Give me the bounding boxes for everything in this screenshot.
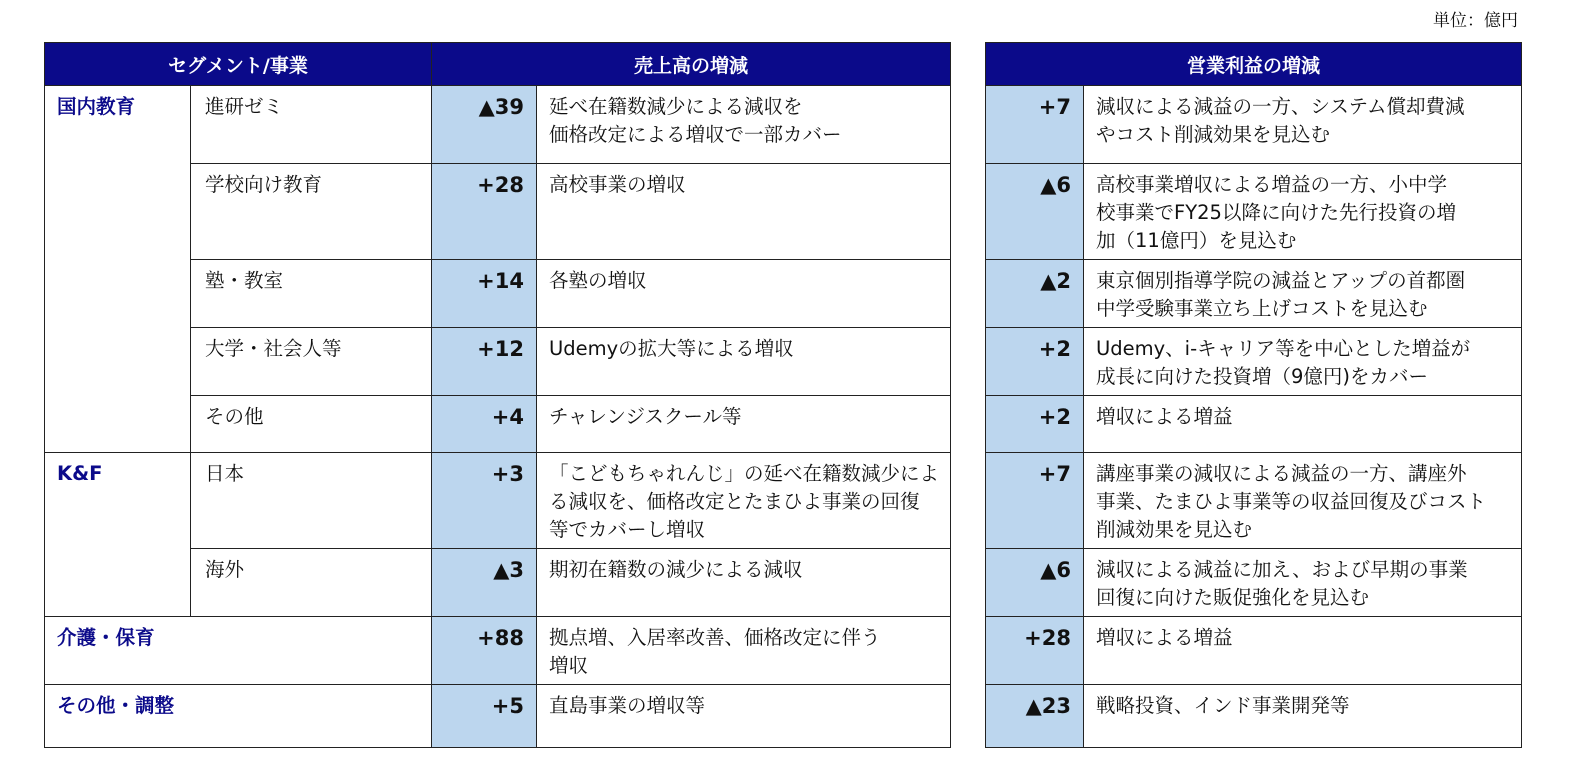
sales-reason: チャレンジスクール等 — [537, 396, 951, 453]
table-row — [986, 164, 1522, 260]
table-row — [986, 617, 1522, 685]
table-row — [986, 685, 1522, 748]
sales-change: +28 — [432, 164, 537, 260]
sales-change: +3 — [432, 453, 537, 549]
segment-label: K&F — [45, 453, 191, 549]
segment-label — [45, 260, 191, 328]
profit-change: +2 — [986, 328, 1084, 396]
profit-change: +28 — [986, 617, 1084, 685]
profit-change: +7 — [986, 86, 1084, 164]
table-row — [45, 396, 951, 453]
profit-table — [985, 42, 1522, 748]
table-row — [986, 453, 1522, 549]
table-row — [45, 164, 951, 260]
sales-change: ▲39 — [432, 86, 537, 164]
segment-label — [45, 328, 191, 396]
profit-reason: 減収による減益の一方、システム償却費減 やコスト削減効果を見込む — [1084, 86, 1522, 164]
table-row — [986, 549, 1522, 617]
sales-reason: 期初在籍数の減少による減収 — [537, 549, 951, 617]
sales-reason: 高校事業の増収 — [537, 164, 951, 260]
sales-change: +88 — [432, 617, 537, 685]
sales-table-header — [45, 43, 951, 86]
business-label: 大学・社会人等 — [191, 328, 432, 396]
table-row — [45, 260, 951, 328]
sales-change: +12 — [432, 328, 537, 396]
profit-reason: 東京個別指導学院の減益とアップの首都圏 中学受験事業立ち上げコストを見込む — [1084, 260, 1522, 328]
table-row — [45, 549, 951, 617]
profit-change: +2 — [986, 396, 1084, 453]
unit-label: 単位：億円 — [1433, 11, 1518, 31]
profit-reason: 高校事業増収による増益の一方、小中学 校事業でFY25以降に向けた先行投資の増 加（11億円）を見込む — [1084, 164, 1522, 260]
segment-header: セグメント/事業 — [45, 43, 432, 86]
profit-table-header — [986, 43, 1522, 86]
profit-reason: 減収による減益に加え、および早期の事業 回復に向けた販促強化を見込む — [1084, 549, 1522, 617]
business-label: 海外 — [191, 549, 432, 617]
sales-change: +5 — [432, 685, 537, 748]
table-row — [45, 685, 951, 748]
business-label: 日本 — [191, 453, 432, 549]
segment-label — [45, 549, 191, 617]
profit-change: +7 — [986, 453, 1084, 549]
profit-reason: 増収による増益 — [1084, 617, 1522, 685]
sales-reason: 延べ在籍数減少による減収を 価格改定による増収で一部カバー — [537, 86, 951, 164]
sales-reason: Udemyの拡大等による増収 — [537, 328, 951, 396]
sales-change: +4 — [432, 396, 537, 453]
sales-reason: 各塾の増収 — [537, 260, 951, 328]
table-row — [986, 396, 1522, 453]
sales-reason: 拠点増、入居率改善、価格改定に伴う 増収 — [537, 617, 951, 685]
table-row — [986, 86, 1522, 164]
profit-change: ▲6 — [986, 164, 1084, 260]
segment-label: 国内教育 — [45, 86, 191, 164]
profit-reason: Udemy、i-キャリア等を中心とした増益が 成長に向けた投資増（9億円)をカバー — [1084, 328, 1522, 396]
profit-header: 営業利益の増減 — [986, 43, 1522, 86]
table-row — [45, 86, 951, 164]
table-row — [986, 260, 1522, 328]
sales-reason: 直島事業の増収等 — [537, 685, 951, 748]
profit-change: ▲6 — [986, 549, 1084, 617]
profit-reason: 戦略投資、インド事業開発等 — [1084, 685, 1522, 748]
sales-table — [44, 42, 951, 748]
profit-change: ▲2 — [986, 260, 1084, 328]
sales-header: 売上高の増減 — [432, 43, 951, 86]
profit-reason: 講座事業の減収による減益の一方、講座外 事業、たまひよ事業等の収益回復及びコスト 削減効果を見込む — [1084, 453, 1522, 549]
business-label: 学校向け教育 — [191, 164, 432, 260]
table-row — [45, 453, 951, 549]
segment-label — [45, 164, 191, 260]
table-row — [986, 328, 1522, 396]
table-row — [45, 328, 951, 396]
table-row — [45, 617, 951, 685]
profit-reason: 増収による増益 — [1084, 396, 1522, 453]
sales-reason: 「こどもちゃれんじ」の延べ在籍数減少によ る減収を、価格改定とたまひよ事業の回復 等でカバーし増収 — [537, 453, 951, 549]
segment-label: その他・調整 — [45, 685, 432, 748]
profit-change: ▲23 — [986, 685, 1084, 748]
business-label: 塾・教室 — [191, 260, 432, 328]
sales-change: +14 — [432, 260, 537, 328]
sales-change: ▲3 — [432, 549, 537, 617]
segment-label — [45, 396, 191, 453]
business-label: 進研ゼミ — [191, 86, 432, 164]
business-label: その他 — [191, 396, 432, 453]
segment-label: 介護・保育 — [45, 617, 432, 685]
